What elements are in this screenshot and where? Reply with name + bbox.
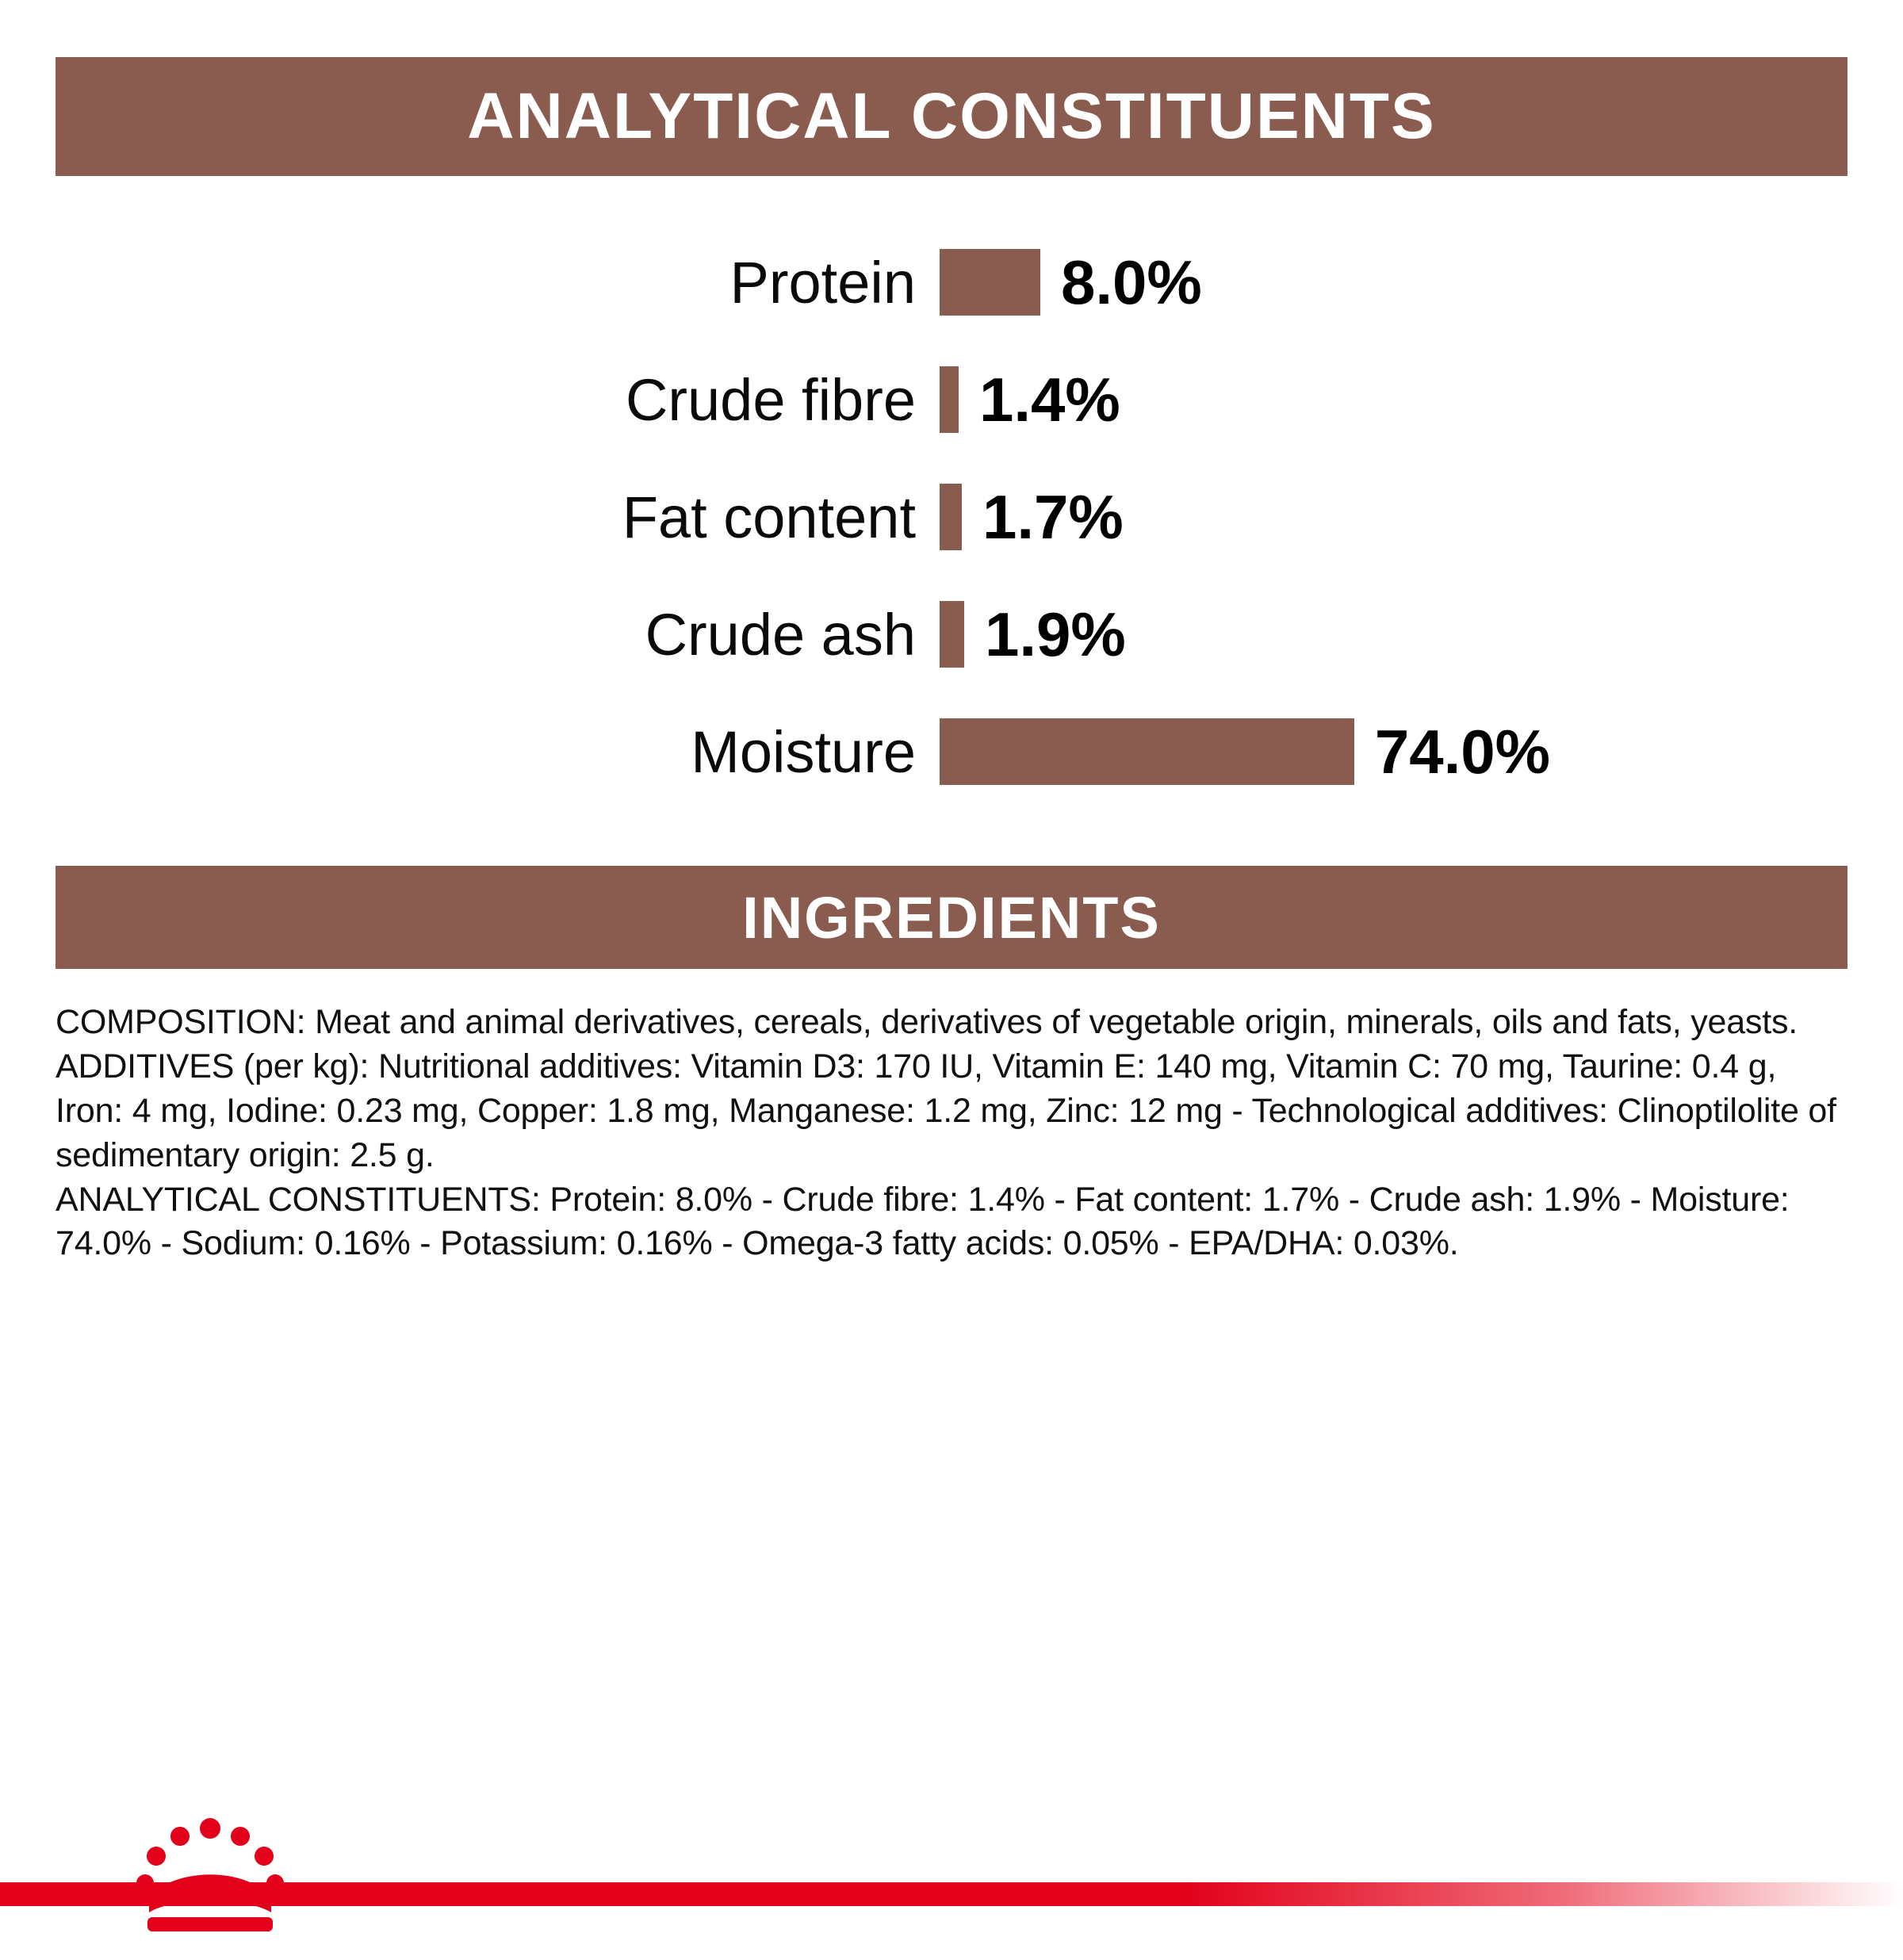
royal-canin-crown-icon (135, 1817, 285, 1936)
ingredients-title: INGREDIENTS (742, 884, 1161, 951)
ingredients-analytical-constituents: ANALYTICAL CONSTITUENTS: Protein: 8.0% - Crude fibre: 1.4% - Fat content: 1.7% - Crude ash: 1.9% - Moisture: 74.0% - Sodium: 0.16% - Potassium: 0.16% - Omega-3 fatty acids: 0.05% - EPA/DHA: 0.03%. (56, 1180, 1790, 1263)
chart-bar (940, 366, 959, 433)
chart-row-value: 1.4% (979, 364, 1120, 434)
chart-row-value: 1.7% (982, 481, 1124, 552)
chart-bar (940, 601, 964, 668)
chart-row-label: Protein (729, 249, 916, 316)
chart-bar-track (940, 364, 1550, 436)
chart-row (56, 693, 1847, 810)
chart-row-label: Crude fibre (625, 366, 916, 433)
chart-bar-track (940, 481, 1550, 553)
analytical-constituents-chart (56, 224, 1847, 810)
ingredients-header (56, 866, 1847, 969)
chart-row (56, 576, 1847, 693)
chart-row (56, 224, 1847, 341)
chart-bar-track (940, 599, 1550, 671)
chart-bar-track (940, 247, 1550, 319)
nutrition-panel (0, 57, 1903, 1960)
analytical-constituents-header (56, 57, 1847, 176)
chart-row (56, 458, 1847, 576)
chart-row (56, 341, 1847, 458)
chart-bar (940, 484, 962, 550)
chart-row-label: Crude ash (645, 601, 916, 668)
page-footer (0, 1786, 1903, 1960)
chart-bar (940, 249, 1040, 316)
ingredients-composition: COMPOSITION: Meat and animal derivatives, cereals, derivatives of vegetable origin, minerals, oils and fats, yeasts. (56, 1003, 1798, 1041)
chart-row-value: 1.9% (985, 599, 1126, 669)
chart-row-label: Fat content (622, 484, 916, 550)
chart-bar-track (940, 716, 1550, 788)
chart-row-value: 8.0% (1061, 247, 1202, 317)
ingredients-additives: ADDITIVES (per kg): Nutritional additives: Vitamin D3: 170 IU, Vitamin E: 140 mg, Vitamin C: 70 mg, Taurine: 0.4 g, Iron: 4 mg, Iodine: 0.23 mg, Copper: 1.8 mg, Manganese: 1.2 mg, Zinc: 12 mg - Technological additives: Clinoptilolite of sedimentary origin: 2.5 g. (56, 1047, 1836, 1174)
chart-bar (940, 718, 1354, 785)
chart-row-value: 74.0% (1374, 716, 1550, 787)
analytical-constituents-title: ANALYTICAL CONSTITUENTS (467, 80, 1436, 152)
ingredients-body (56, 1001, 1847, 1266)
chart-row-label: Moisture (691, 718, 916, 785)
